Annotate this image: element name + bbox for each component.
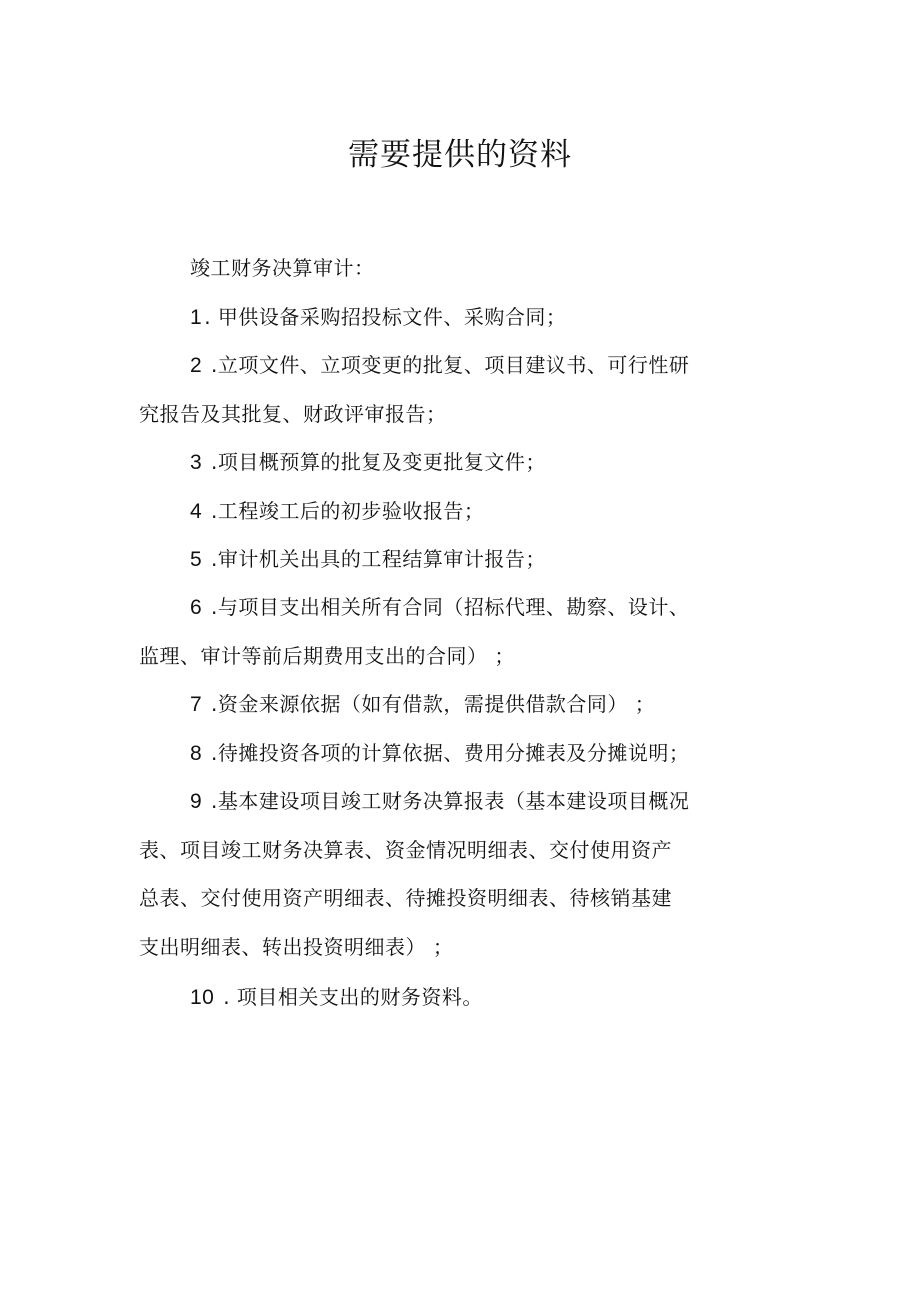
- item-text: .基本建设项目竣工财务决算报表（基本建设项目概况: [204, 789, 690, 813]
- list-item: [190, 496, 484, 527]
- item-continuation: 总表、交付使用资产明细表、待摊投资明细表、待核销基建: [139, 886, 672, 910]
- item-number: 7: [190, 693, 203, 716]
- list-item: [190, 592, 689, 623]
- list-item: [190, 447, 546, 478]
- item-text: .项目概预算的批复及变更批复文件；: [204, 450, 546, 474]
- item-number: 2: [190, 354, 203, 377]
- item-text: . 甲供设备采购招投标文件、采购合同；: [204, 305, 567, 329]
- item-number: 1: [190, 306, 203, 329]
- item-text: .资金来源依据（如有借款，需提供借款合同） ；: [204, 692, 656, 716]
- item-text: . 项目相关支出的财务资料。: [216, 985, 483, 1009]
- list-item: [190, 689, 655, 720]
- item-text: .审计机关出具的工程结算审计报告；: [204, 547, 546, 571]
- list-item: [190, 786, 689, 817]
- list-item: [190, 302, 566, 333]
- list-item: [190, 982, 483, 1013]
- item-number: 5: [190, 548, 203, 571]
- list-item: [190, 738, 689, 769]
- item-text: .待摊投资各项的计算依据、费用分摊表及分摊说明；: [204, 741, 690, 765]
- item-number: 10: [190, 986, 215, 1009]
- list-item: [190, 350, 689, 381]
- item-number: 9: [190, 790, 203, 813]
- item-number: 6: [190, 596, 203, 619]
- item-continuation: 监理、审计等前后期费用支出的合同） ；: [139, 644, 515, 668]
- item-text: .工程竣工后的初步验收报告；: [204, 499, 485, 523]
- item-continuation: 支出明细表、转出投资明细表） ；: [139, 935, 454, 959]
- item-text: .与项目支出相关所有合同（招标代理、勘察、设计、: [204, 595, 690, 619]
- item-text: .立项文件、立项变更的批复、项目建议书、可行性研: [204, 353, 690, 377]
- section-intro: 竣工财务决算审计：: [190, 256, 375, 280]
- page-title: 需要提供的资料: [348, 137, 572, 173]
- item-number: 8: [190, 742, 203, 765]
- list-item: [190, 544, 546, 575]
- item-continuation: 究报告及其批复、财政评审报告；: [139, 402, 447, 426]
- item-number: 4: [190, 500, 203, 523]
- item-number: 3: [190, 451, 203, 474]
- item-continuation: 表、项目竣工财务决算表、资金情况明细表、交付使用资产: [139, 838, 672, 862]
